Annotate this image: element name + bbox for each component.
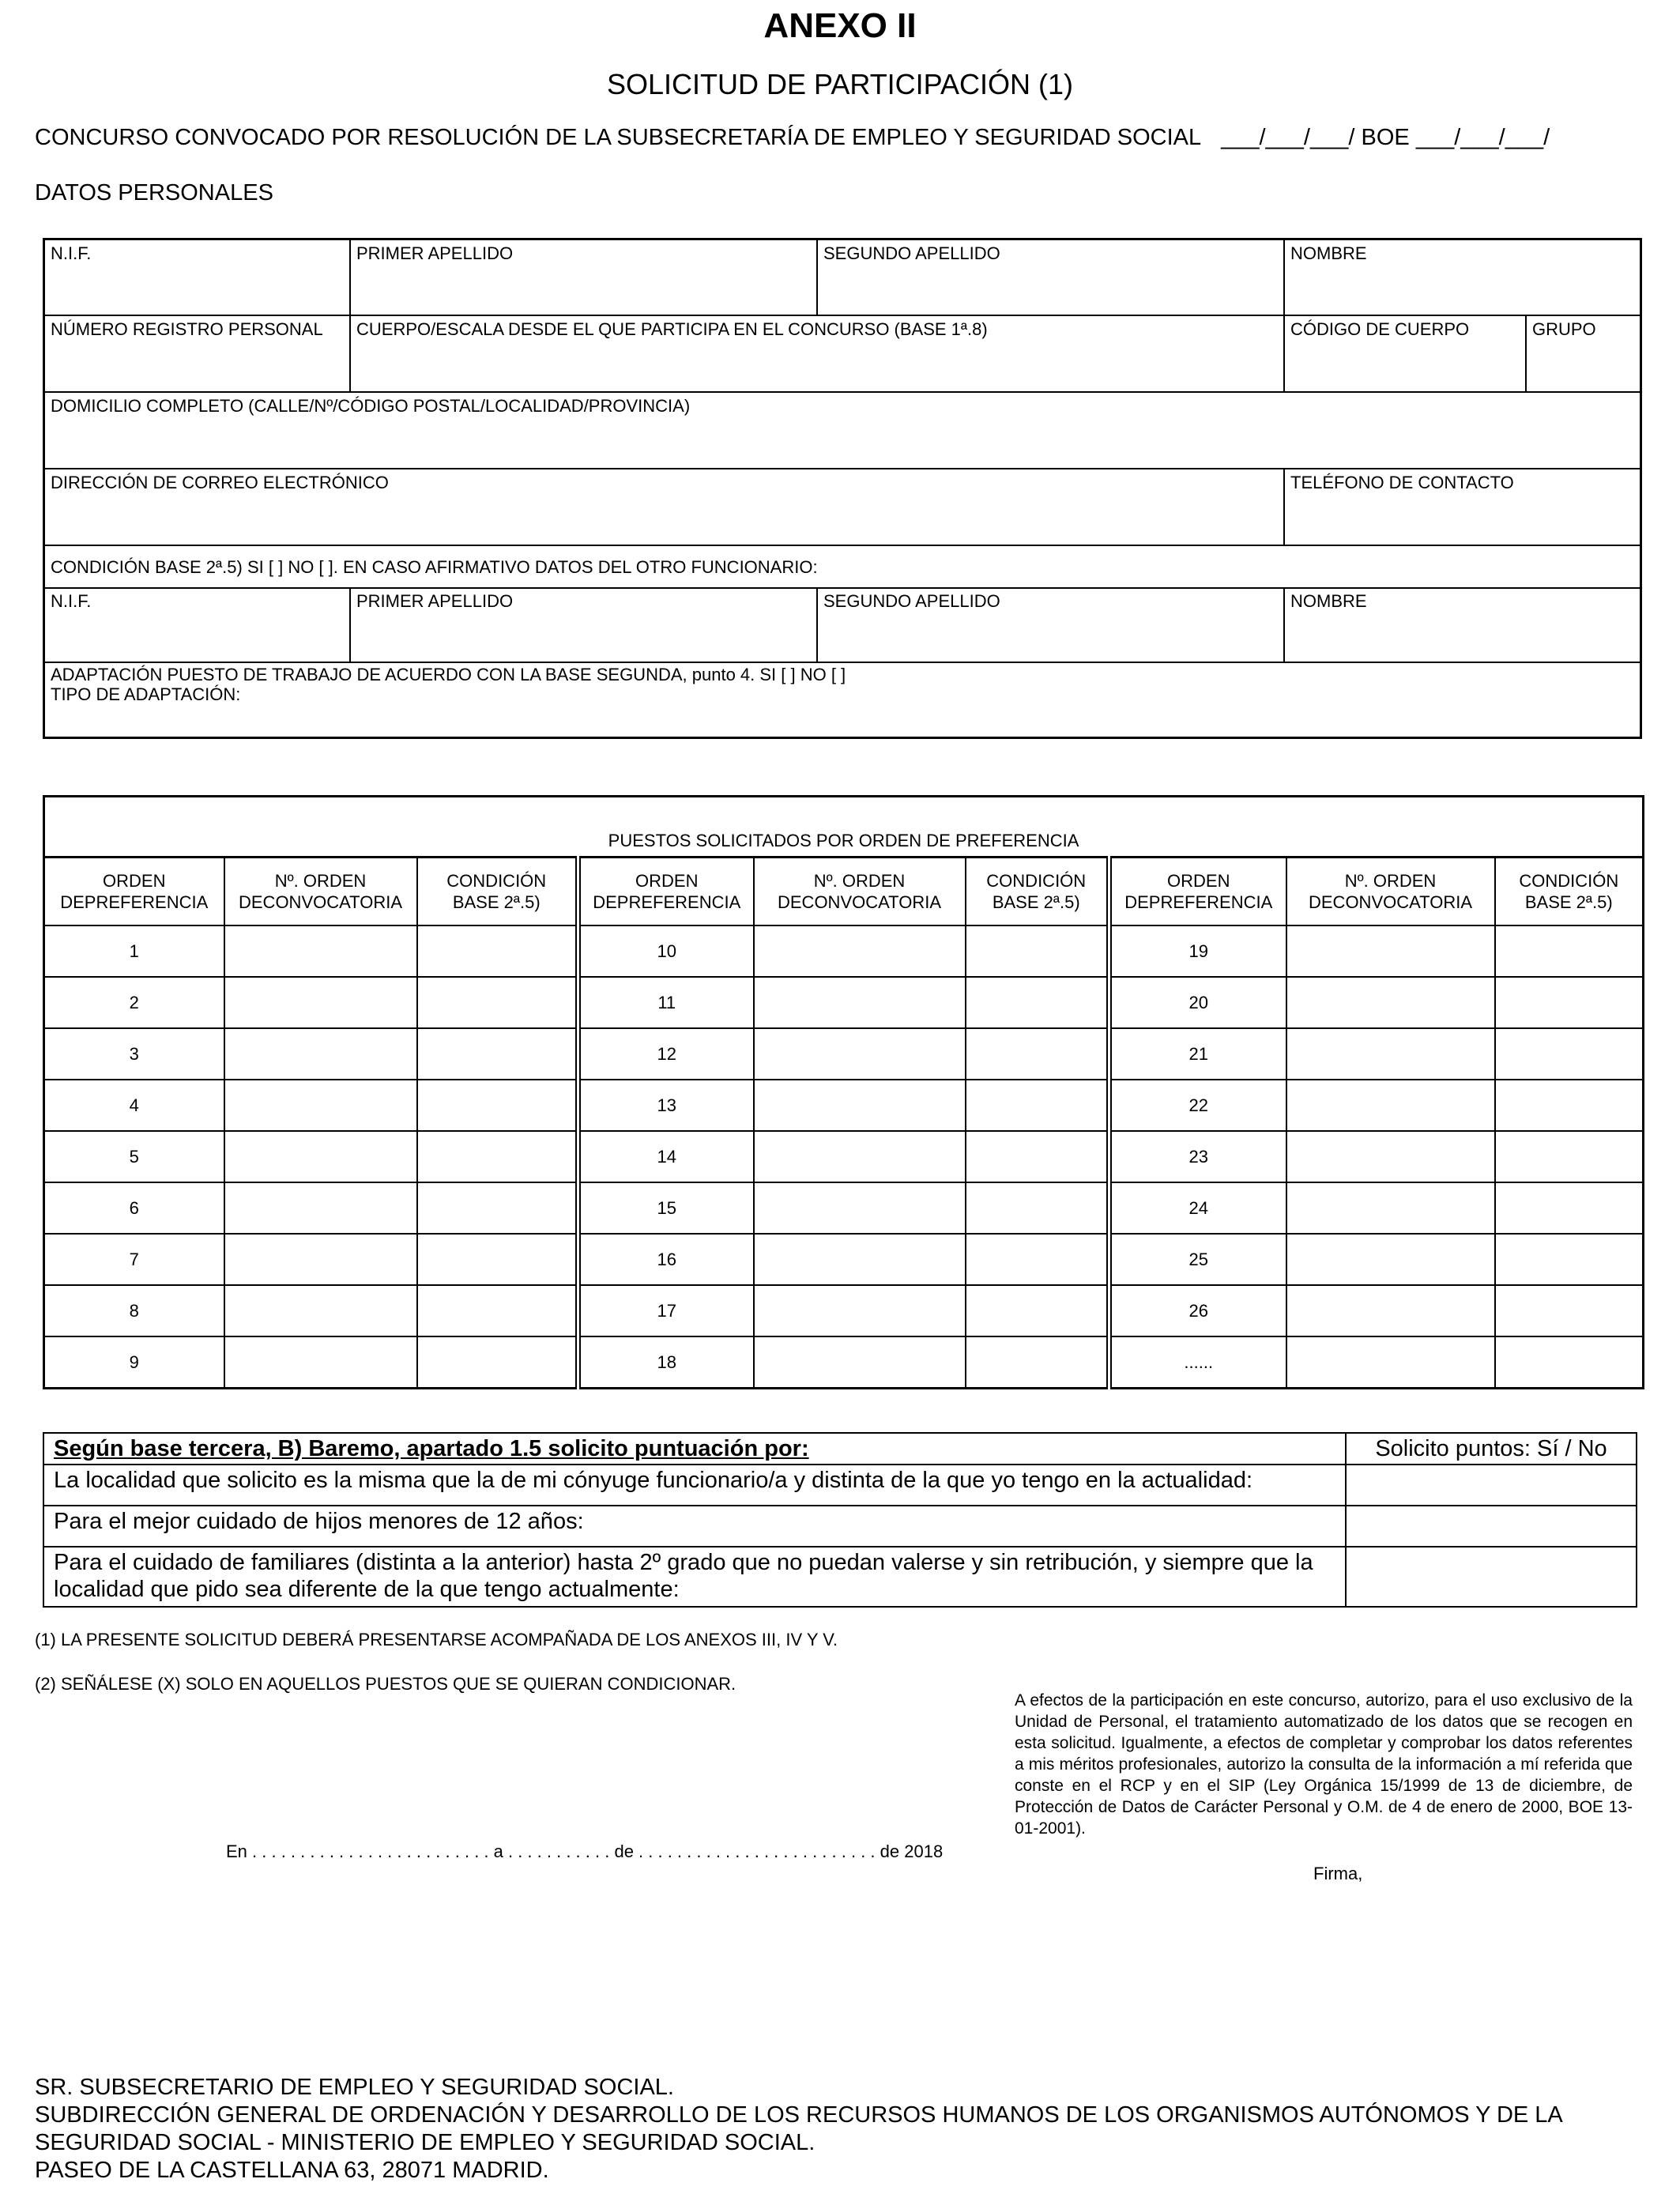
page-subtitle: SOLICITUD DE PARTICIPACIÓN (1) — [606, 68, 1074, 100]
condicion-input-cell[interactable] — [417, 1028, 578, 1080]
num-orden-input-cell[interactable] — [754, 1285, 966, 1336]
condicion-input-cell[interactable] — [1495, 1285, 1644, 1336]
condicion-input-cell[interactable] — [417, 1131, 578, 1182]
table-row — [44, 1285, 1644, 1336]
num-orden-input-cell[interactable] — [224, 1182, 417, 1234]
num-orden-input-cell[interactable] — [1286, 1028, 1495, 1080]
nombre-field[interactable]: NOMBRE — [1290, 243, 1367, 263]
orden-preferencia-cell: 23 — [1109, 1131, 1286, 1182]
col-header-num-orden: Nº. ORDEN DECONVOCATORIA — [1286, 858, 1495, 926]
orden-preferencia-cell: 15 — [578, 1182, 754, 1234]
condicion-input-cell[interactable] — [1495, 925, 1644, 977]
condicion-input-cell[interactable] — [417, 1285, 578, 1336]
condicion-input-cell[interactable] — [966, 1182, 1109, 1234]
row-divider — [45, 468, 1640, 469]
destinatario-linea-3: PASEO DE LA CASTELLANA 63, 28071 MADRID. — [35, 2158, 549, 2183]
row-divider — [45, 545, 1640, 546]
baremo-table — [43, 1432, 1637, 1608]
col-divider — [1283, 240, 1285, 315]
condicion-input-cell[interactable] — [1495, 1028, 1644, 1080]
orden-preferencia-cell: 12 — [578, 1028, 754, 1080]
condicion-input-cell[interactable] — [1495, 1336, 1644, 1389]
orden-preferencia-cell: 11 — [578, 977, 754, 1028]
otro-segundo-apellido-field[interactable]: SEGUNDO APELLIDO — [823, 591, 1000, 611]
table-row — [44, 1336, 1644, 1389]
num-orden-input-cell[interactable] — [754, 977, 966, 1028]
table-row — [44, 1234, 1644, 1285]
row-divider — [45, 587, 1640, 589]
col-header-num-orden: Nº. ORDEN DECONVOCATORIA — [224, 858, 417, 926]
baremo-item-hijos: Para el mejor cuidado de hijos menores de 12 años: — [43, 1506, 1346, 1547]
col-header-condicion: CONDICIÓN BASE 2ª.5) — [1495, 858, 1644, 926]
orden-preferencia-cell: 21 — [1109, 1028, 1286, 1080]
condicion-input-cell[interactable] — [966, 1028, 1109, 1080]
baremo-item-conyuge: La localidad que solicito es la misma que la de mi cónyuge funcionario/a y distinta de la que yo tengo en la actualidad: — [43, 1465, 1346, 1506]
col-divider — [1283, 587, 1285, 662]
col-header-orden: ORDEN DEPREFERENCIA — [44, 858, 224, 926]
num-orden-input-cell[interactable] — [754, 1080, 966, 1131]
num-orden-input-cell[interactable] — [754, 1336, 966, 1389]
otro-nombre-field[interactable]: NOMBRE — [1290, 591, 1367, 611]
table-row — [44, 1131, 1644, 1182]
destinatario-block — [35, 2074, 1663, 2185]
orden-preferencia-cell: 5 — [44, 1131, 224, 1182]
page-title: ANEXO II — [763, 6, 917, 45]
num-orden-input-cell[interactable] — [754, 1028, 966, 1080]
grupo-field[interactable]: GRUPO — [1532, 319, 1596, 339]
orden-preferencia-cell: 17 — [578, 1285, 754, 1336]
num-orden-input-cell[interactable] — [1286, 1285, 1495, 1336]
num-orden-input-cell[interactable] — [754, 1131, 966, 1182]
firma-label: Firma, — [1313, 1864, 1363, 1883]
nif-field[interactable]: N.I.F. — [51, 243, 92, 263]
col-divider — [1283, 315, 1285, 391]
orden-preferencia-cell: 3 — [44, 1028, 224, 1080]
num-orden-input-cell[interactable] — [1286, 1131, 1495, 1182]
telefono-field[interactable]: TELÉFONO DE CONTACTO — [1290, 473, 1514, 492]
cuerpo-escala-field[interactable]: CUERPO/ESCALA DESDE EL QUE PARTICIPA EN EL CONCURSO (BASE 1ª.8) — [356, 319, 988, 339]
condicion-input-cell[interactable] — [1495, 1131, 1644, 1182]
orden-preferencia-cell: 9 — [44, 1336, 224, 1389]
condicion-input-cell[interactable] — [966, 1234, 1109, 1285]
domicilio-field[interactable]: DOMICILIO COMPLETO (CALLE/Nº/CÓDIGO POSTAL/LOCALIDAD/PROVINCIA) — [51, 396, 691, 416]
condicion-checkbox-row[interactable]: CONDICIÓN BASE 2ª.5) SI [ ] NO [ ]. EN CASO AFIRMATIVO DATOS DEL OTRO FUNCIONARIO: — [51, 557, 818, 577]
orden-preferencia-cell: 1 — [44, 925, 224, 977]
otro-primer-apellido-field[interactable]: PRIMER APELLIDO — [356, 591, 514, 611]
num-orden-input-cell[interactable] — [1286, 1182, 1495, 1234]
col-header-condicion: CONDICIÓN BASE 2ª.5) — [417, 858, 578, 926]
codigo-cuerpo-field[interactable]: CÓDIGO DE CUERPO — [1290, 319, 1470, 339]
orden-preferencia-cell: 16 — [578, 1234, 754, 1285]
col-divider — [816, 240, 818, 315]
destinatario-linea-2: SUBDIRECCIÓN GENERAL DE ORDENACIÓN Y DESARROLLO DE LOS RECURSOS HUMANOS DE LOS ORGANISMOS AUTÓNOMOS Y DE LA SEGURIDAD SOCIAL - MINISTERIO DE EMPLEO Y SEGURIDAD SOCIAL. — [35, 2102, 1562, 2155]
orden-preferencia-cell: ...... — [1109, 1336, 1286, 1389]
condicion-input-cell[interactable] — [417, 1234, 578, 1285]
baremo-puntos-heading: Solicito puntos: Sí / No — [1346, 1433, 1637, 1465]
privacy-notice: A efectos de la participación en este concurso, autorizo, para el uso exclusivo de la Unidad de Personal, el tratamiento automatizado de los datos que se recogen en esta solicitud. Igualmente, a efectos de completar y comprobar los datos referentes a mis méritos profesionales, autorizo la consulta de la información a mí referida que conste en el RCP y en el SIP (Ley Orgánica 15/1999 de 13 de diciembre, de Protección de Datos de Carácter Personal y O.M. de 4 de enero de 2000, BOE 13-01-2001). — [1015, 1691, 1633, 1838]
num-orden-input-cell[interactable] — [1286, 925, 1495, 977]
num-orden-input-cell[interactable] — [224, 1080, 417, 1131]
table-row — [44, 1182, 1644, 1234]
tipo-adaptacion-field[interactable]: TIPO DE ADAPTACIÓN: — [51, 684, 241, 704]
col-header-num-orden: Nº. ORDEN DECONVOCATORIA — [754, 858, 966, 926]
orden-preferencia-cell: 4 — [44, 1080, 224, 1131]
condicion-input-cell[interactable] — [966, 1080, 1109, 1131]
orden-preferencia-cell: 22 — [1109, 1080, 1286, 1131]
row-divider — [45, 662, 1640, 663]
nota-2: (2) SEÑÁLESE (X) SOLO EN AQUELLOS PUESTOS QUE SE QUIERAN CONDICIONAR. — [35, 1674, 736, 1694]
col-header-orden: ORDEN DEPREFERENCIA — [578, 858, 754, 926]
condicion-input-cell[interactable] — [1495, 1080, 1644, 1131]
orden-preferencia-cell: 8 — [44, 1285, 224, 1336]
num-orden-input-cell[interactable] — [754, 1182, 966, 1234]
orden-preferencia-cell: 14 — [578, 1131, 754, 1182]
row-divider — [45, 315, 1640, 316]
orden-preferencia-cell: 2 — [44, 977, 224, 1028]
col-divider — [816, 587, 818, 662]
num-orden-input-cell[interactable] — [1286, 1234, 1495, 1285]
orden-preferencia-cell: 7 — [44, 1234, 224, 1285]
col-divider — [349, 587, 351, 662]
col-divider — [349, 315, 351, 391]
concurso-text: CONCURSO CONVOCADO POR RESOLUCIÓN DE LA SUBSECRETARÍA DE EMPLEO Y SEGURIDAD SOCIAL — [35, 125, 1201, 150]
datos-personales-box — [43, 238, 1642, 739]
orden-preferencia-cell: 6 — [44, 1182, 224, 1234]
segundo-apellido-field[interactable]: SEGUNDO APELLIDO — [823, 243, 1000, 263]
condicion-input-cell[interactable] — [417, 1182, 578, 1234]
condicion-input-cell[interactable] — [966, 1131, 1109, 1182]
destinatario-linea-1: SR. SUBSECRETARIO DE EMPLEO Y SEGURIDAD SOCIAL. — [35, 2075, 674, 2100]
num-orden-input-cell[interactable] — [224, 977, 417, 1028]
num-orden-input-cell[interactable] — [224, 925, 417, 977]
table-row — [44, 977, 1644, 1028]
orden-preferencia-cell: 13 — [578, 1080, 754, 1131]
adaptacion-checkbox-row[interactable]: ADAPTACIÓN PUESTO DE TRABAJO DE ACUERDO CON LA BASE SEGUNDA, punto 4. SI [ ] NO [ ] — [51, 665, 846, 684]
puestos-table — [43, 795, 1644, 1389]
num-orden-input-cell[interactable] — [224, 1336, 417, 1389]
table-row — [44, 925, 1644, 977]
orden-preferencia-cell: 24 — [1109, 1182, 1286, 1234]
fecha-resolucion-field[interactable]: ___/___/___/ — [1221, 125, 1355, 150]
numero-registro-field[interactable]: NÚMERO REGISTRO PERSONAL — [51, 319, 323, 339]
orden-preferencia-cell: 19 — [1109, 925, 1286, 977]
num-orden-input-cell[interactable] — [754, 1234, 966, 1285]
row-divider — [45, 391, 1640, 393]
puestos-body — [44, 925, 1644, 1389]
baremo-item-conyuge-answer[interactable] — [1346, 1465, 1637, 1506]
condicion-input-cell[interactable] — [966, 1285, 1109, 1336]
col-divider — [1283, 468, 1285, 545]
table-row — [44, 1080, 1644, 1131]
num-orden-input-cell[interactable] — [1286, 977, 1495, 1028]
table-row — [44, 1028, 1644, 1080]
col-header-condicion: CONDICIÓN BASE 2ª.5) — [966, 858, 1109, 926]
otro-nif-field[interactable]: N.I.F. — [51, 591, 92, 611]
num-orden-input-cell[interactable] — [1286, 1080, 1495, 1131]
condicion-input-cell[interactable] — [1495, 1234, 1644, 1285]
col-header-orden: ORDEN DEPREFERENCIA — [1109, 858, 1286, 926]
orden-preferencia-cell: 18 — [578, 1336, 754, 1389]
num-orden-input-cell[interactable] — [224, 1131, 417, 1182]
datos-personales-heading: DATOS PERSONALES — [35, 180, 273, 205]
condicion-input-cell[interactable] — [417, 925, 578, 977]
baremo-item-familiares-answer[interactable] — [1346, 1547, 1637, 1607]
baremo-heading: Según base tercera, B) Baremo, apartado 1.5 solicito puntuación por: — [43, 1433, 1346, 1465]
col-divider — [349, 240, 351, 315]
condicion-input-cell[interactable] — [417, 1336, 578, 1389]
condicion-input-cell[interactable] — [966, 977, 1109, 1028]
num-orden-input-cell[interactable] — [224, 1234, 417, 1285]
num-orden-input-cell[interactable] — [224, 1028, 417, 1080]
lugar-fecha-line[interactable]: En . . . . . . . . . . . . . . . . . . . . . . . . . a . . . . . . . . . . . de . . . . . . . . . . . . . . . . . . . . . . . . . de 2018 — [226, 1842, 944, 1861]
puestos-caption: PUESTOS SOLICITADOS POR ORDEN DE PREFERENCIA — [44, 797, 1644, 858]
col-divider — [1525, 315, 1527, 391]
orden-preferencia-cell: 20 — [1109, 977, 1286, 1028]
baremo-item-hijos-answer[interactable] — [1346, 1506, 1637, 1547]
concurso-line — [35, 125, 1647, 151]
orden-preferencia-cell: 10 — [578, 925, 754, 977]
condicion-input-cell[interactable] — [417, 977, 578, 1028]
num-orden-input-cell[interactable] — [1286, 1336, 1495, 1389]
orden-preferencia-cell: 25 — [1109, 1234, 1286, 1285]
condicion-input-cell[interactable] — [417, 1080, 578, 1131]
condicion-input-cell[interactable] — [1495, 1182, 1644, 1234]
condicion-input-cell[interactable] — [966, 1336, 1109, 1389]
condicion-input-cell[interactable] — [966, 925, 1109, 977]
num-orden-input-cell[interactable] — [754, 925, 966, 977]
fecha-boe-field[interactable]: ___/___/___/ — [1415, 125, 1550, 150]
baremo-item-familiares: Para el cuidado de familiares (distinta a la anterior) hasta 2º grado que no puedan valerse y sin retribución, y siempre que la localidad que pido sea diferente de la que tengo actualmente: — [43, 1547, 1346, 1607]
boe-label: BOE — [1361, 125, 1410, 150]
correo-field[interactable]: DIRECCIÓN DE CORREO ELECTRÓNICO — [51, 473, 389, 492]
primer-apellido-field[interactable]: PRIMER APELLIDO — [356, 243, 514, 263]
nota-1: (1) LA PRESENTE SOLICITUD DEBERÁ PRESENTARSE ACOMPAÑADA DE LOS ANEXOS III, IV Y V. — [35, 1630, 838, 1649]
num-orden-input-cell[interactable] — [224, 1285, 417, 1336]
condicion-input-cell[interactable] — [1495, 977, 1644, 1028]
orden-preferencia-cell: 26 — [1109, 1285, 1286, 1336]
